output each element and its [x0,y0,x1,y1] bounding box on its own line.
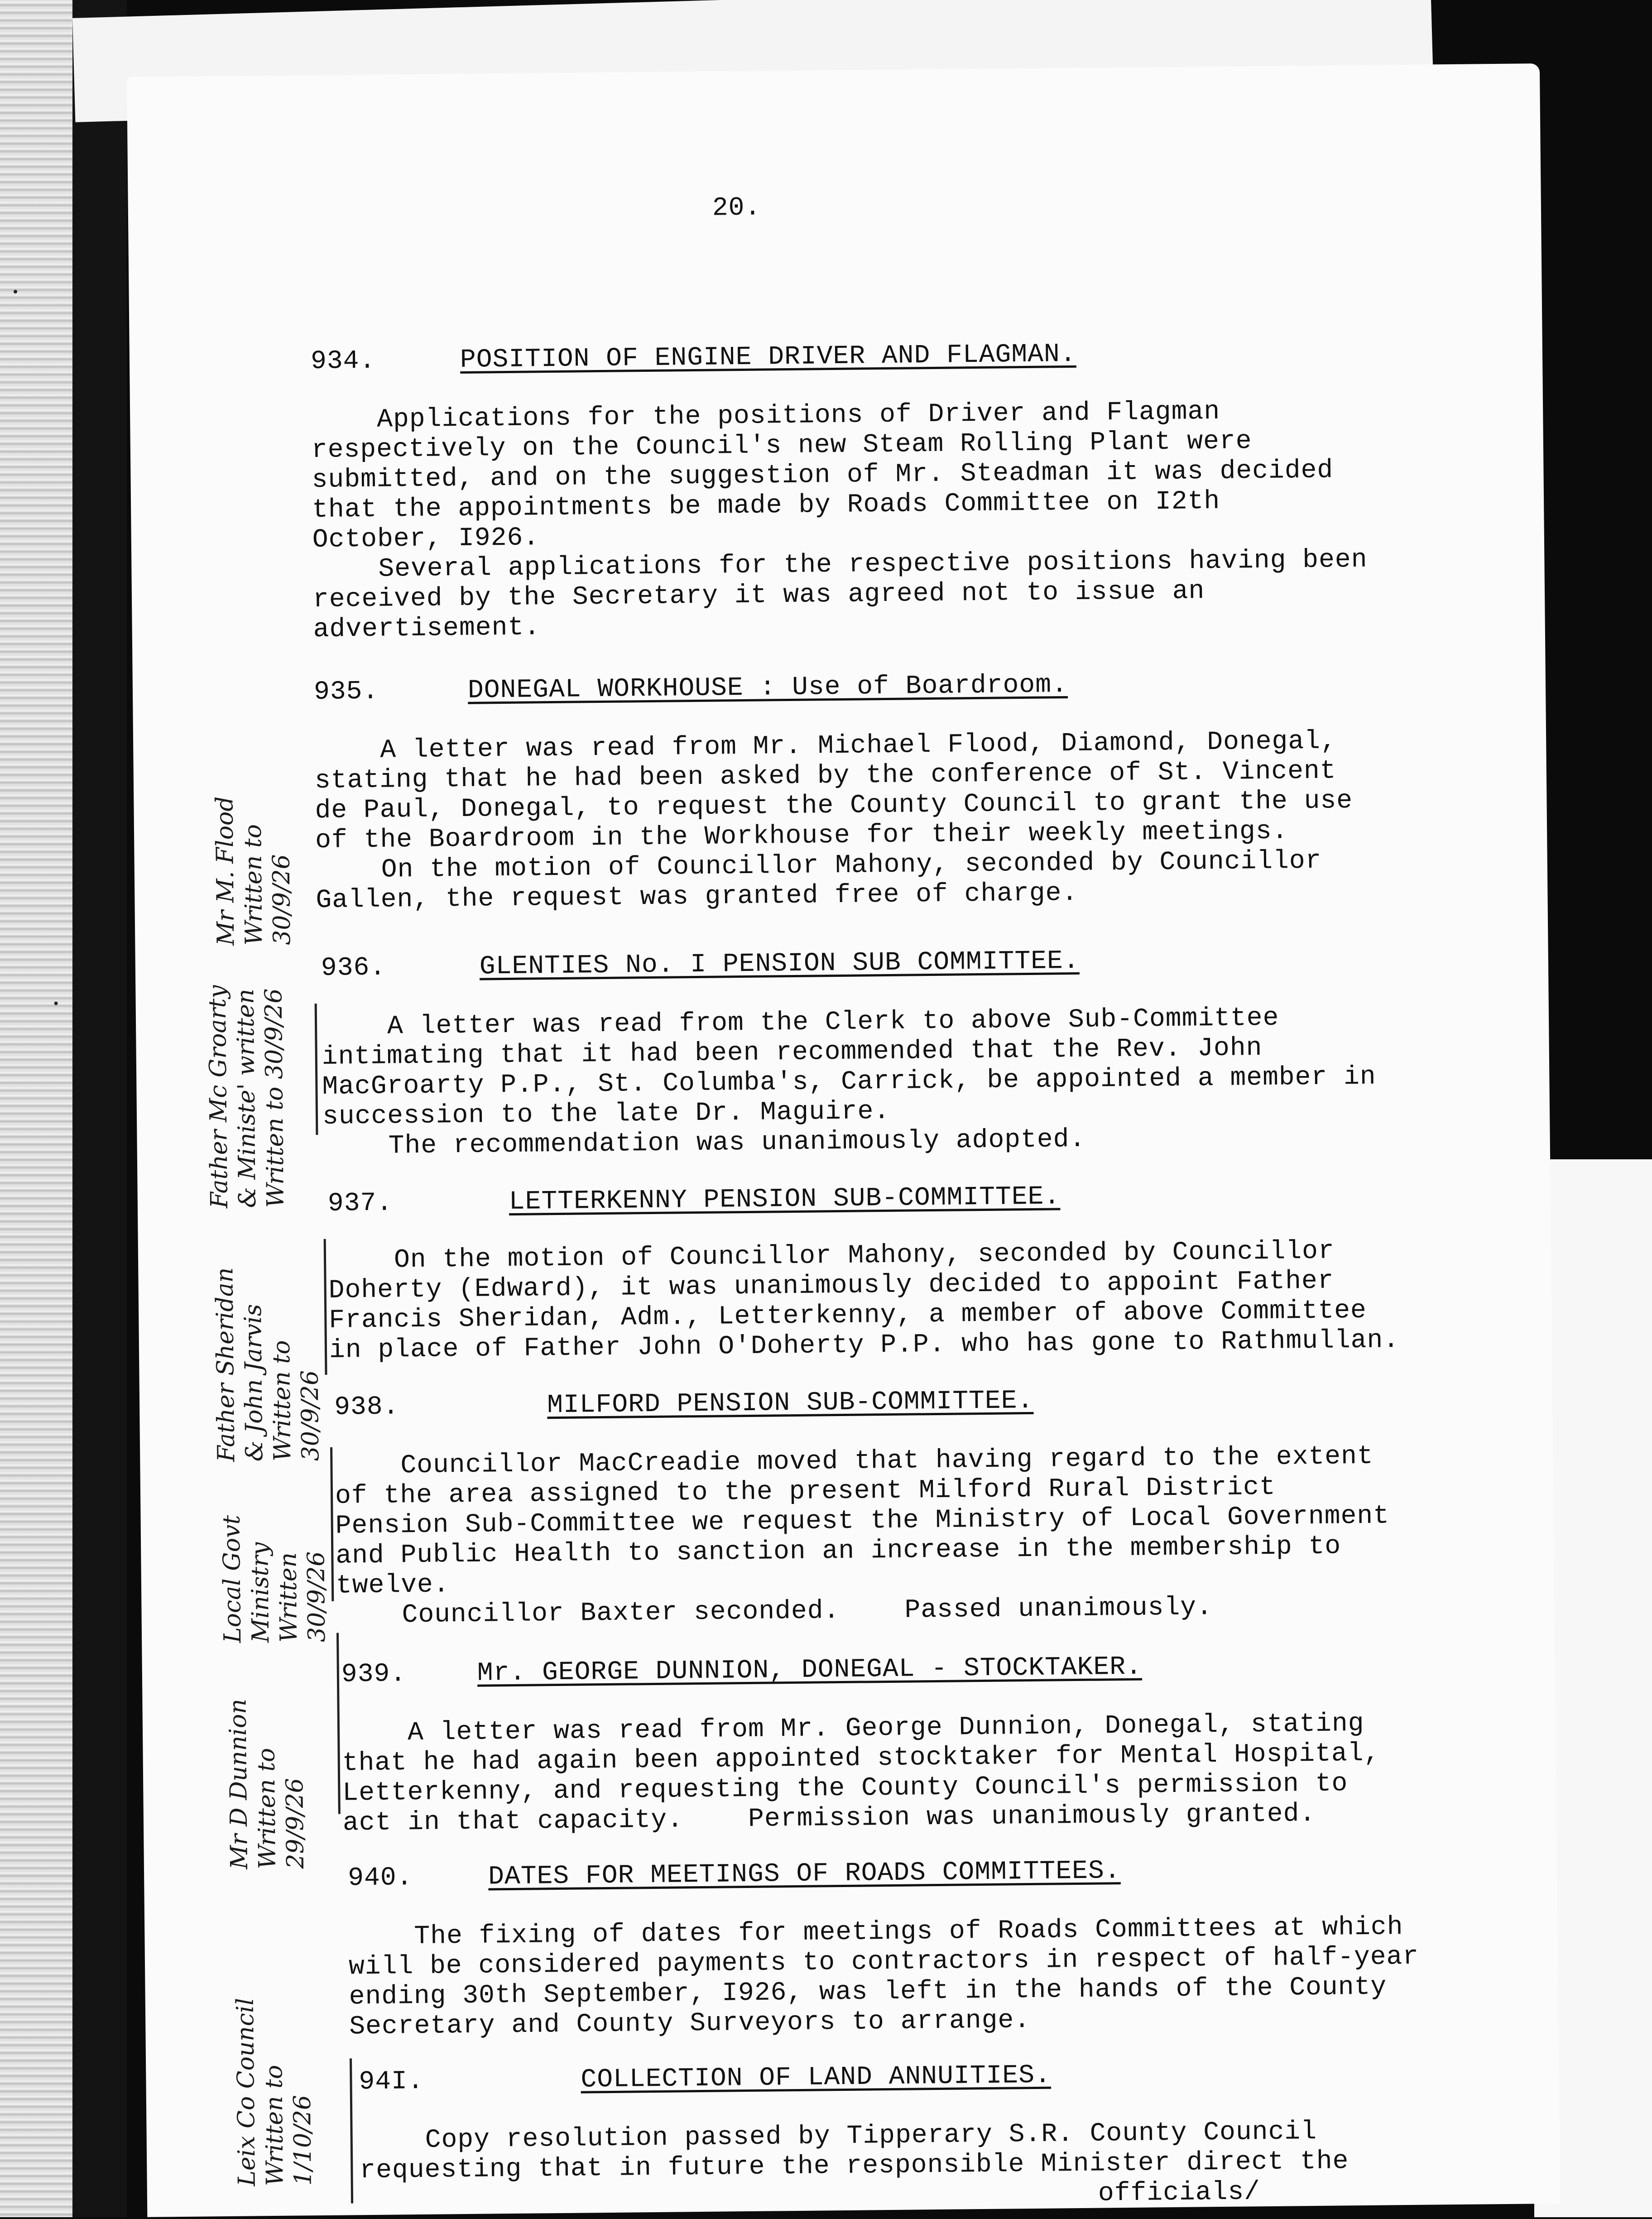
scanner-shadow [72,0,127,2217]
scanner-edge [0,0,72,2217]
section-heading: Mr. GEORGE DUNNION, DONEGAL - STOCKTAKER. [477,1652,1143,1688]
body-line: Applications for the positions of Driver and Flagman [376,397,1220,435]
body-line: On the motion of Councillor Mahony, seconded by Councillor [394,1236,1335,1275]
body-line: ending 30th September, I926, was left in the hands of the County [349,1972,1387,2012]
body-line: The recommendation was unanimously adopted. [388,1124,1086,1161]
body-line: On the motion of Councillor Mahony, seconded by Councillor [381,846,1322,885]
section-number: 934. [310,346,376,377]
body-line: Councillor MacCreadie moved that having regard to the extent [400,1441,1374,1481]
body-line: officials/ [1098,2177,1261,2209]
body-line: respectively on the Council's new Steam Rolling Plant were [311,427,1252,466]
handwritten-annotation: Leix Co Council Written to 1/10/26 [231,1998,317,2186]
section-number: 936. [321,953,386,983]
body-line: requesting that in future the responsible Minister direct the [360,2147,1349,2186]
document-page [127,63,1560,2217]
ink-speck [54,1002,58,1005]
body-line: Secretary and County Surveyors to arrange. [349,2006,1031,2042]
body-line: Councillor Baxter seconded. Passed unanimously. [402,1593,1213,1630]
body-line: MacGroarty P.P., St. Columba's, Carrick, be appointed a member in [322,1062,1377,1102]
handwritten-annotation: Mr D Dunnion Written to 29/9/26 [224,1699,309,1870]
body-line: The fixing of dates for meetings of Roads Committees at which [414,1912,1403,1952]
margin-bracket [350,2058,353,2203]
body-line: A letter was read from Mr. George Dunnion, Donegal, stating [407,1709,1364,1748]
margin-bracket [324,1239,327,1375]
body-line: stating that he had been asked by the conference of St. Vincent [314,756,1336,796]
section-number: 937. [327,1188,393,1219]
body-line: Doherty (Edward), it was unanimously decided to appoint Father [328,1266,1334,1306]
body-line: that the appointments be made by Roads Committee on I2th [312,486,1220,525]
body-line: Several applications for the respective positions having been [378,545,1368,584]
section-number: 938. [334,1392,399,1422]
body-line: in place of Father John O'Doherty P.P. who has gone to Rathmullan. [329,1326,1400,1365]
body-line: of the area assigned to the present Milford Rural District [335,1472,1276,1511]
section-heading: DONEGAL WORKHOUSE : Use of Boardroom. [467,670,1068,706]
section-heading: GLENTIES No. I PENSION SUB COMMITTEE. [479,946,1080,982]
body-line: Copy resolution passed by Tipperary S.R. County Council [425,2117,1317,2155]
body-line: A letter was read from Mr. Michael Flood, Diamond, Donegal, [379,726,1337,765]
body-line: Letterkenny, and requesting the County Council's permission to [342,1769,1348,1808]
section-number: 940. [347,1863,413,1893]
body-line: succession to the late Dr. Maguire. [322,1096,890,1132]
body-line: A letter was read from the Clerk to above Sub-Committee [387,1003,1279,1042]
handwritten-annotation: Father Mc Groarty & Ministe' written Written to 30/9/26 [204,985,289,1209]
body-line: October, I926. [312,523,540,555]
body-line: act in that capacity. Permission was unanimously granted. [342,1799,1316,1838]
body-line: Pension Sub-Committee we request the Ministry of Local Government [335,1501,1390,1541]
body-line: intimating that it had been recommended that the Rev. John [322,1033,1263,1072]
body-line: and Public Health to sanction an increase in the membership to [336,1532,1341,1571]
body-line: of the Boardroom in the Workhouse for their weekly meetings. [315,817,1288,856]
body-line: will be considered payments to contractors in respect of half-year [348,1942,1419,1982]
handwritten-annotation: Father Sheridan & John Jarvis Written to 30/9/26 [211,1267,325,1462]
section-number: 94I. [359,2066,424,2097]
handwritten-annotation: Local Govt Ministry Written 30/9/26 [218,1515,331,1643]
page-number: 20. [712,193,761,223]
ink-speck [14,290,17,293]
margin-bracket [330,1447,334,1601]
section-heading: MILFORD PENSION SUB-COMMITTEE. [547,1386,1034,1421]
section-heading: COLLECTION OF LAND ANNUITIES. [581,2060,1052,2095]
scan-background [1534,0,1652,1159]
section-number: 939. [341,1659,407,1690]
body-line: advertisement. [313,613,541,645]
body-line: that he had again been appointed stocktaker for Mental Hospital, [342,1739,1380,1778]
body-line: Gallen, the request was granted free of charge. [316,878,1078,916]
margin-bracket [315,1004,318,1135]
body-line: Francis Sheridan, Adm., Letterkenny, a member of above Committee [329,1296,1367,1335]
body-line: submitted, and on the suggestion of Mr. Steadman it was decided [312,456,1334,495]
section-number: 935. [313,677,379,707]
margin-bracket [336,1633,341,1814]
section-heading: LETTERKENNY PENSION SUB-COMMITTEE. [509,1182,1061,1217]
body-line: twelve. [336,1570,450,1601]
handwritten-annotation: Mr M. Flood Written to 30/9/26 [211,796,296,946]
body-line: de Paul, Donegal, to request the County Council to grant the use [315,786,1353,826]
body-line: received by the Secretary it was agreed not to issue an [312,576,1205,615]
section-heading: DATES FOR MEETINGS OF ROADS COMMITTEES. [488,1856,1121,1892]
section-heading: POSITION OF ENGINE DRIVER AND FLAGMAN. [460,339,1076,375]
